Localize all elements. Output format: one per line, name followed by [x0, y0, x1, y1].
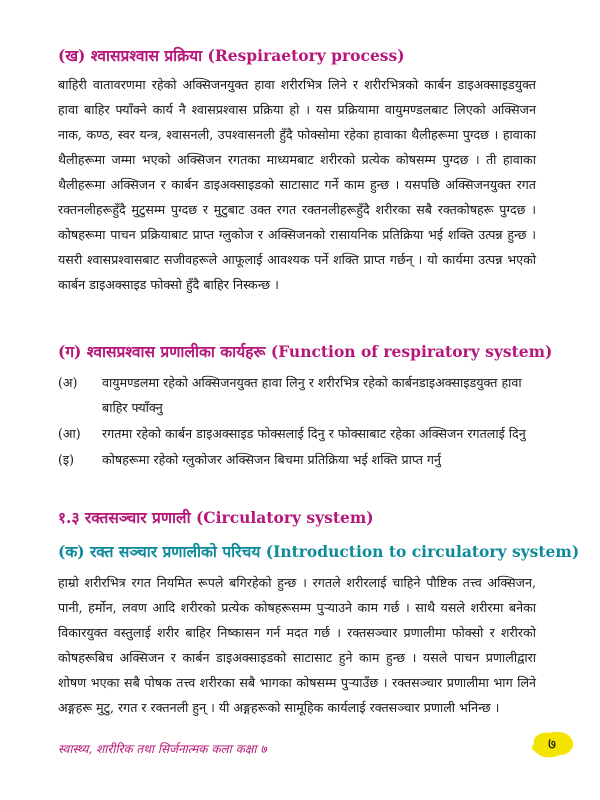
page-number: ७	[547, 734, 557, 753]
list-item	[58, 421, 536, 446]
list-marker: (अ)	[58, 375, 78, 390]
list-marker: (आ)	[58, 426, 81, 441]
paragraph-circulatory-intro: हाम्रो शरीरभित्र रगत नियमित रूपले बगिरहेको हुन्छ । रगतले शरीरलाई चाहिने पौष्टिक तत्त्व अक्सिजन, पानी, हर्मोन, लवण आदि शरीरको प्रत्येक कोषहरूसम्म पुऱ्याउने काम गर्छ । साथै यसले शरीरमा बनेका विकारयुक्त वस्तुलाई शरीर बाहिर निष्कासन गर्न मदत गर्छ । रक्तसञ्चार प्रणालीमा फोक्सो र शरीरको कोषहरूबिच अक्सिजन र कार्बन डाइअक्साइडको साटासाट हुने काम हुन्छ । यसले पाचन प्रणालीद्वारा शोषण भएका सबै पोषक तत्त्व शरीरका सबै भागका कोषसम्म पुऱ्याउँछ । रक्तसञ्चार प्रणालीमा भाग लिने अङ्गहरू मुटु, रगत र रक्तनली हुन् । यी अङ्गहरूको सामूहिक कार्यलाई रक्तसञ्चार प्रणाली भनिन्छ ।	[58, 575, 536, 715]
paragraph-respiratory-process: बाहिरी वातावरणमा रहेको अक्सिजनयुक्त हावा शरीरभित्र लिने र शरीरभित्रको कार्बन डाइअक्साइडयुक्त हावा बाहिर फ्याँक्ने कार्य नै श्वासप्रश्वास प्रक्रिया हो । यस प्रक्रियामा वायुमण्डलबाट लिएको अक्सिजन नाक, कण्ठ, स्वर यन्त्र, श्वासनली, उपश्वासनली हुँदै फोक्सोमा रहेका हावाका थैलीहरूमा पुग्दछ । हावाका थैलीहरूमा जम्मा भएको अक्सिजन रगतका माध्यमबाट शरीरको प्रत्येक कोषसम्म पुग्दछ । ती हावाका थैलीहरूमा अक्सिजन र कार्बन डाइअक्साइडको साटासाट गर्ने काम हुन्छ । यसपछि अक्सिजनयुक्त रगत रक्तनलीहरूहुँदै मुटुसम्म पुग्दछ र मुटुबाट उक्त रगत रक्तनलीहरूहुँदै शरीरका सबै रक्तकोषहरू पुग्दछ । कोषहरूमा पाचन प्रक्रियाबाट प्राप्त ग्लुकोज र अक्सिजनको रासायनिक प्रतिक्रिया भई शक्ति उत्पन्न हुन्छ । यसरी श्वासप्रश्वासबाट सजीवहरूले आफूलाई आवश्यक पर्ने शक्ति प्राप्त गर्छन् । यो कार्यमा उत्पन्न भएको कार्बन डाइअक्साइड फोक्सो हुँदै बाहिर निस्कन्छ ।	[58, 77, 536, 292]
list-item	[58, 447, 536, 472]
section-heading-circulatory-intro: (क) रक्त सञ्चार प्रणालीको परिचय (Introduction to circulatory system)	[58, 542, 580, 561]
list-item-text: रगतमा रहेको कार्बन डाइअक्साइड फोक्सलाई दिनु र फोक्साबाट रहेका अक्सिजन रगतलाई दिनु	[102, 426, 526, 441]
list-marker: (इ)	[58, 452, 75, 467]
list-item-text: कोषहरूमा रहेको ग्लुकोजर अक्सिजन बिचमा प्रतिक्रिया भई शक्ति प्राप्त गर्नु	[102, 452, 442, 467]
footer-book-title: स्वास्थ्य, शारीरिक तथा सिर्जनात्मक कला कक्षा ७	[58, 742, 267, 756]
list-item-text: वायुमण्डलमा रहेको अक्सिजनयुक्त हावा लिनु र शरीरभित्र रहेको कार्बनडाइअक्साइडयुक्त हावा बाहिर फ्याँक्नु	[102, 375, 522, 415]
section-heading-circulatory-system: १.३ रक्तसञ्चार प्रणाली (Circulatory system)	[58, 508, 374, 527]
respiratory-functions-list	[58, 370, 536, 473]
list-item	[58, 370, 536, 420]
section-heading-respiratory-functions: (ग) श्वासप्रश्वास प्रणालीका कार्यहरू (Function of respiratory system)	[58, 342, 553, 361]
section-heading-respiratory-process: (ख) श्वासप्रश्वास प्रक्रिया (Respiraetory process)	[58, 46, 405, 65]
